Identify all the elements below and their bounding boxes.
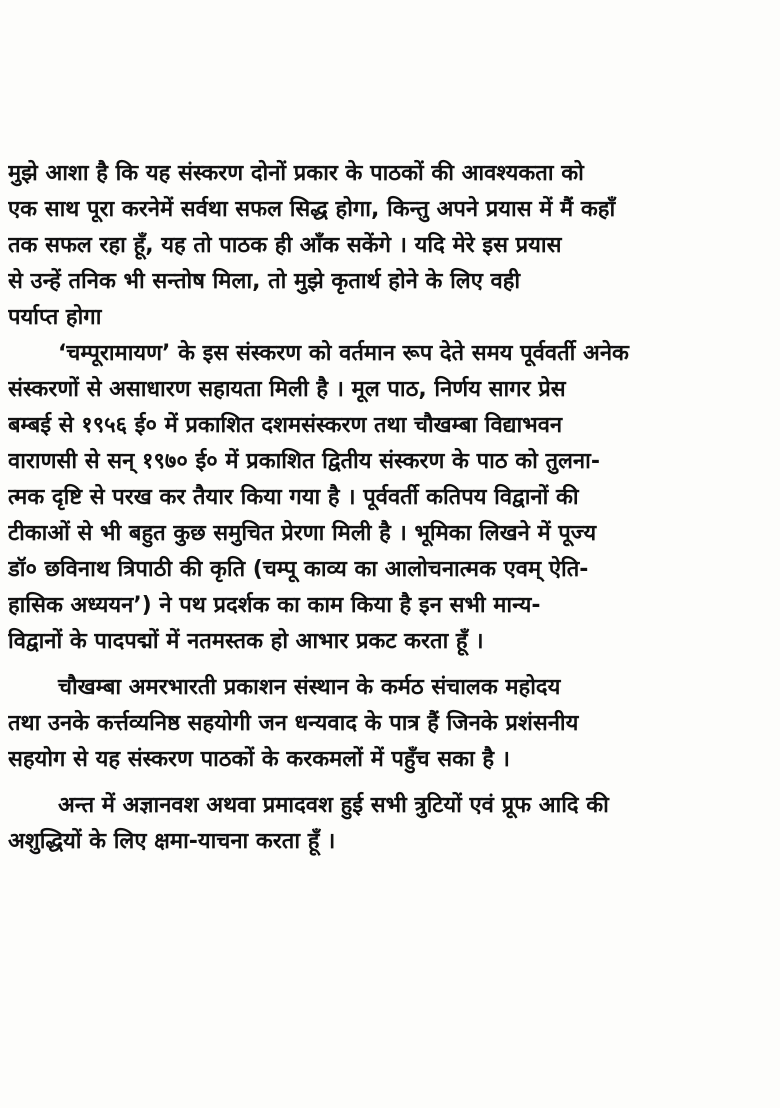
text-line: अशुद्धियों के लिए क्षमा-याचना करता हूँ । [8,829,336,854]
text-line: टीकाओं से भी बहुत कुछ समुचित प्रेरणा मिली है । भूमिका लिखने में पूज्य [8,521,597,546]
paragraph-gap [8,660,773,670]
text-line: से उन्हें तनिक भी सन्तोष मिला, तो मुझे कृतार्थ होने के लिए वही [8,269,521,294]
text-line: तक सफल रहा हूँ, यह तो पाठक ही आँक सकेंगे । यदि मेरे इस प्रयास [8,233,562,258]
paragraph-4 [8,788,773,860]
text-line: बम्बई से १९५६ ई० में प्रकाशित दशमसंस्करण तथा चौखम्बा विद्याभवन [8,413,563,438]
text-line: संस्करणों से असाधारण सहायता मिली है । मूल पाठ, निर्णय सागर प्रेस [8,377,566,402]
text-line: चौखम्बा अमरभारती प्रकाशन संस्थान के कर्मठ संचालक महोदय [58,675,561,700]
text-line: वाराणसी से सन् १९७० ई० में प्रकाशित द्वितीय संस्करण के पाठ को तुलना- [8,449,600,474]
text-line: पर्याप्त होगा [8,305,102,330]
text-line: ‘चम्पूरामायण’ के इस संस्करण को वर्तमान रूप देते समय पूर्ववर्ती अनेक [58,341,629,366]
paragraph-2 [8,336,773,660]
body-text [8,156,773,860]
text-line: सहयोग से यह संस्करण पाठकों के करकमलों में पहुँच सका है । [8,747,511,772]
text-line: डॉ० छविनाथ त्रिपाठी की कृति (चम्पू काव्य का आलोचनात्मक एवम् ऐति- [8,557,589,582]
text-line: अन्त में अज्ञानवश अथवा प्रमादवश हुई सभी त्रुटियों एवं प्रूफ आदि की [58,793,609,818]
paragraph-gap [8,778,773,788]
text-line: विद्वानों के पादपद्मों में नतमस्तक हो आभार प्रकट करता हूँ । [8,629,484,654]
text-line: हासिक अध्ययन’) ने पथ प्रदर्शक का काम किया है इन सभी मान्य- [8,593,541,618]
text-line: मुझे आशा है कि यह संस्करण दोनों प्रकार के पाठकों की आवश्यकता को [8,161,584,186]
text-line: तथा उनके कर्त्तव्यनिष्ठ सहयोगी जन धन्यवाद के पात्र हैं जिनके प्रशंसनीय [8,711,579,736]
paragraph-1 [8,156,773,336]
text-line: एक साथ पूरा करनेमें सर्वथा सफल सिद्ध होगा, किन्तु अपने प्रयास में मैं कहाँ [8,197,616,222]
text-line: त्मक दृष्टि से परख कर तैयार किया गया है । पूर्ववर्ती कतिपय विद्वानों की [8,485,579,510]
paragraph-3 [8,670,773,778]
